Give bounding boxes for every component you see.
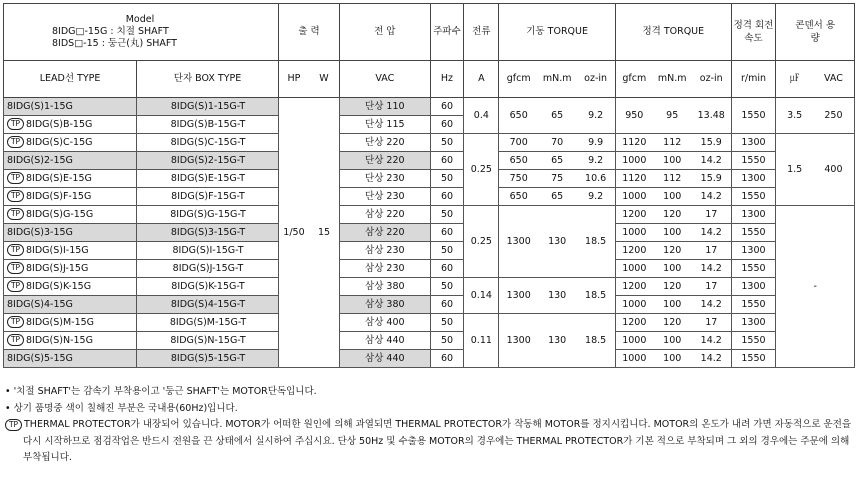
box-type-cell: 8IDG(S)B-15G-T xyxy=(137,116,279,134)
start-gfcm-cell: 750 xyxy=(499,170,538,188)
cap-vac-unit: VAC xyxy=(813,61,855,98)
tp-mark: TP xyxy=(7,208,24,220)
lead-type-header: LEAD선 TYPE xyxy=(4,61,137,98)
lead-type-label: 8IDG(S)1-15G xyxy=(7,100,73,112)
lead-type-cell xyxy=(4,134,137,152)
table-row xyxy=(4,134,855,152)
frequency-cell: 50 xyxy=(430,314,464,332)
frequency-cell: 60 xyxy=(430,224,464,242)
note-thermal-line1: THERMAL PROTECTOR가 내장되어 있습니다. MOTOR가 어떠한 원인에 의해 과열되면 THERMAL PROTECTOR가 작동해 MOTOR를 정지시킵니다. MOTOR의 온도가 내려 가면 자동적으로 운전을 xyxy=(24,419,852,430)
note-shaft: • '치절 SHAFT'는 감속기 부착용이고 '둥근 SHAFT'는 MOTOR단독입니다. xyxy=(5,386,317,397)
rated-mnm-cell: 112 xyxy=(653,170,692,188)
rated-speed-header: 정격 회전속도 xyxy=(731,4,776,61)
table-row xyxy=(4,188,855,206)
tp-mark: TP xyxy=(7,244,24,256)
rated-gfcm-cell: 1200 xyxy=(616,278,653,296)
note-domestic: • 상기 품명중 색이 칠해진 부분은 국내용(60Hz)입니다. xyxy=(5,402,238,414)
start-ozin-cell: 18.5 xyxy=(576,314,615,368)
voltage-cell: 삼상 230 xyxy=(340,260,431,278)
note-thermal-line3: 부착됩니다. xyxy=(23,452,72,463)
rated-ozin-cell: 17 xyxy=(692,206,731,224)
rated-ozin-cell: 14.2 xyxy=(692,260,731,278)
frequency-cell: 60 xyxy=(430,350,464,368)
table-row xyxy=(4,206,855,224)
tp-mark: TP xyxy=(7,190,24,202)
lead-type-cell xyxy=(4,296,137,314)
start-ozin-unit: oz-in xyxy=(576,61,615,98)
hp-unit: HP xyxy=(278,61,309,98)
rated-mnm-cell: 120 xyxy=(653,242,692,260)
rated-speed-cell: 1550 xyxy=(731,332,776,350)
rpm-unit: r/min xyxy=(731,61,776,98)
table-row xyxy=(4,314,855,332)
lead-type-cell xyxy=(4,332,137,350)
table-row xyxy=(4,224,855,242)
start-mnm-cell: 65 xyxy=(538,152,576,170)
rated-speed-cell: 1300 xyxy=(731,170,776,188)
capacitor-uf-cell: 3.5 xyxy=(776,98,813,134)
lead-type-cell xyxy=(4,170,137,188)
rated-gfcm-cell: 1000 xyxy=(616,224,653,242)
start-gfcm-cell: 1300 xyxy=(499,314,538,368)
rated-speed-cell: 1300 xyxy=(731,242,776,260)
tp-mark: TP xyxy=(7,280,24,292)
lead-type-cell xyxy=(4,188,137,206)
rated-gfcm-cell: 1200 xyxy=(616,242,653,260)
box-type-cell: 8IDG(S)C-15G-T xyxy=(137,134,279,152)
model-line-s: 8IDS□-15 : 둥근(丸) SHAFT xyxy=(52,38,177,49)
start-gfcm-cell: 650 xyxy=(499,152,538,170)
start-ozin-cell: 10.6 xyxy=(576,170,615,188)
lead-type-cell xyxy=(4,116,137,134)
tp-mark: TP xyxy=(7,316,24,328)
rated-ozin-cell: 14.2 xyxy=(692,188,731,206)
current-header: 전류 xyxy=(464,4,499,61)
start-gfcm-cell: 700 xyxy=(499,134,538,152)
frequency-header: 주파수 xyxy=(430,4,464,61)
table-row xyxy=(4,170,855,188)
voltage-cell: 단상 110 xyxy=(340,98,431,116)
spec-table xyxy=(3,3,855,368)
voltage-cell: 삼상 230 xyxy=(340,242,431,260)
lead-type-cell xyxy=(4,350,137,368)
current-cell: 0.14 xyxy=(464,278,499,314)
rated-mnm-cell: 112 xyxy=(653,134,692,152)
vac-unit: VAC xyxy=(340,61,431,98)
start-gfcm-cell: 1300 xyxy=(499,206,538,278)
rated-gfcm-cell: 1000 xyxy=(616,332,653,350)
start-mnm-cell: 65 xyxy=(538,98,576,134)
rated-mnm-cell: 100 xyxy=(653,260,692,278)
rated-gfcm-cell: 1000 xyxy=(616,296,653,314)
voltage-cell: 단상 220 xyxy=(340,152,431,170)
box-type-cell: 8IDG(S)N-15G-T xyxy=(137,332,279,350)
start-mnm-unit: mN.m xyxy=(538,61,576,98)
rated-ozin-cell: 14.2 xyxy=(692,296,731,314)
rated-speed-cell: 1300 xyxy=(731,134,776,152)
table-row xyxy=(4,332,855,350)
rated-ozin-cell: 14.2 xyxy=(692,332,731,350)
current-cell: 0.25 xyxy=(464,134,499,206)
start-ozin-cell: 9.9 xyxy=(576,134,615,152)
rated-gfcm-unit: gfcm xyxy=(616,61,653,98)
rated-mnm-cell: 120 xyxy=(653,278,692,296)
frequency-cell: 60 xyxy=(430,188,464,206)
rated-speed-cell: 1550 xyxy=(731,350,776,368)
table-row xyxy=(4,242,855,260)
table-row xyxy=(4,278,855,296)
output-hp-cell: 1/50 xyxy=(278,98,309,368)
rated-ozin-cell: 17 xyxy=(692,242,731,260)
frequency-cell: 60 xyxy=(430,260,464,278)
lead-type-label: 8IDG(S)I-15G xyxy=(26,244,89,256)
box-type-cell: 8IDG(S)F-15G-T xyxy=(137,188,279,206)
capacitor-dash-cell: - xyxy=(776,206,855,368)
rated-mnm-cell: 120 xyxy=(653,314,692,332)
frequency-cell: 50 xyxy=(430,206,464,224)
voltage-cell: 삼상 440 xyxy=(340,332,431,350)
tp-mark: TP xyxy=(7,118,24,130)
box-type-cell: 8IDG(S)2-15G-T xyxy=(137,152,279,170)
note-thermal-line2: 다시 시작하므로 점검작업은 반드시 전원을 끈 상태에서 실시하여 주십시요. 단상 50Hz 및 수출용 MOTOR의 경우에는 THERMAL PROTECTOR가 기본 적으로 부착되며 그 외의 경우에는 주문에 의해 xyxy=(23,435,850,447)
lead-type-cell xyxy=(4,152,137,170)
start-ozin-cell: 9.2 xyxy=(576,152,615,170)
voltage-cell: 삼상 400 xyxy=(340,314,431,332)
rated-mnm-cell: 100 xyxy=(653,152,692,170)
rated-gfcm-cell: 1000 xyxy=(616,350,653,368)
start-ozin-cell: 18.5 xyxy=(576,278,615,314)
voltage-cell: 단상 230 xyxy=(340,170,431,188)
rated-ozin-cell: 17 xyxy=(692,278,731,296)
start-mnm-cell: 75 xyxy=(538,170,576,188)
lead-type-label: 8IDG(S)J-15G xyxy=(26,262,89,274)
rated-speed-cell: 1550 xyxy=(731,224,776,242)
frequency-cell: 60 xyxy=(430,296,464,314)
lead-type-cell xyxy=(4,224,137,242)
rated-ozin-cell: 14.2 xyxy=(692,152,731,170)
start-torque-header: 기동 TORQUE xyxy=(499,4,616,61)
lead-type-label: 8IDG(S)2-15G xyxy=(7,154,73,166)
output-header: 출 력 xyxy=(278,4,339,61)
rated-speed-cell: 1300 xyxy=(731,206,776,224)
rated-speed-cell: 1550 xyxy=(731,98,776,134)
rated-ozin-unit: oz-in xyxy=(692,61,731,98)
w-unit: W xyxy=(309,61,340,98)
rated-ozin-cell: 14.2 xyxy=(692,350,731,368)
box-type-cell: 8IDG(S)J-15G-T xyxy=(137,260,279,278)
frequency-cell: 50 xyxy=(430,242,464,260)
start-ozin-cell: 9.2 xyxy=(576,98,615,134)
lead-type-cell xyxy=(4,260,137,278)
capacitor-uf-cell: 1.5 xyxy=(776,134,813,206)
table-row xyxy=(4,350,855,368)
lead-type-label: 8IDG(S)E-15G xyxy=(26,172,92,184)
frequency-cell: 60 xyxy=(430,116,464,134)
voltage-cell: 단상 115 xyxy=(340,116,431,134)
box-type-header: 단자 BOX TYPE xyxy=(137,61,279,98)
frequency-cell: 50 xyxy=(430,170,464,188)
lead-type-label: 8IDG(S)M-15G xyxy=(26,316,95,328)
current-cell: 0.25 xyxy=(464,206,499,278)
rated-mnm-cell: 100 xyxy=(653,296,692,314)
rated-speed-cell: 1550 xyxy=(731,296,776,314)
table-row xyxy=(4,98,855,116)
rated-gfcm-cell: 1120 xyxy=(616,134,653,152)
box-type-cell: 8IDG(S)K-15G-T xyxy=(137,278,279,296)
rated-speed-cell: 1550 xyxy=(731,260,776,278)
rated-mnm-unit: mN.m xyxy=(653,61,692,98)
lead-type-label: 8IDG(S)4-15G xyxy=(7,298,73,310)
model-header xyxy=(4,4,279,61)
voltage-header: 전 압 xyxy=(340,4,431,61)
lead-type-cell xyxy=(4,242,137,260)
box-type-cell: 8IDG(S)E-15G-T xyxy=(137,170,279,188)
notes xyxy=(5,384,853,467)
start-mnm-cell: 70 xyxy=(538,134,576,152)
box-type-cell: 8IDG(S)3-15G-T xyxy=(137,224,279,242)
lead-type-label: 8IDG(S)B-15G xyxy=(26,118,93,130)
rated-mnm-cell: 100 xyxy=(653,188,692,206)
start-ozin-cell: 9.2 xyxy=(576,188,615,206)
lead-type-label: 8IDG(S)N-15G xyxy=(26,334,93,346)
box-type-cell: 8IDG(S)M-15G-T xyxy=(137,314,279,332)
lead-type-label: 8IDG(S)F-15G xyxy=(26,190,92,202)
rated-gfcm-cell: 1000 xyxy=(616,152,653,170)
box-type-cell: 8IDG(S)G-15G-T xyxy=(137,206,279,224)
capacitor-header: 콘덴서 용량 xyxy=(776,4,855,61)
lead-type-label: 8IDG(S)K-15G xyxy=(26,280,92,292)
rated-gfcm-cell: 1000 xyxy=(616,260,653,278)
tp-mark: TP xyxy=(5,419,22,431)
lead-type-label: 8IDG(S)3-15G xyxy=(7,226,73,238)
hz-unit: Hz xyxy=(430,61,464,98)
uf-unit: ㎌ xyxy=(776,61,813,98)
start-gfcm-cell: 650 xyxy=(499,98,538,134)
rated-speed-cell: 1300 xyxy=(731,278,776,296)
voltage-cell: 삼상 380 xyxy=(340,296,431,314)
voltage-cell: 단상 220 xyxy=(340,134,431,152)
voltage-cell: 삼상 440 xyxy=(340,350,431,368)
rated-mnm-cell: 100 xyxy=(653,332,692,350)
voltage-cell: 단상 230 xyxy=(340,188,431,206)
lead-type-cell xyxy=(4,206,137,224)
rated-mnm-cell: 120 xyxy=(653,206,692,224)
model-title: Model xyxy=(125,14,155,25)
rated-torque-header: 정격 TORQUE xyxy=(616,4,732,61)
start-mnm-cell: 65 xyxy=(538,188,576,206)
tp-mark: TP xyxy=(7,334,24,346)
rated-mnm-cell: 95 xyxy=(653,98,692,134)
start-gfcm-cell: 1300 xyxy=(499,278,538,314)
rated-ozin-cell: 15.9 xyxy=(692,134,731,152)
rated-ozin-cell: 13.48 xyxy=(692,98,731,134)
voltage-cell: 삼상 380 xyxy=(340,278,431,296)
voltage-cell: 삼상 220 xyxy=(340,206,431,224)
note-thermal xyxy=(5,417,853,434)
rated-gfcm-cell: 1000 xyxy=(616,188,653,206)
frequency-cell: 60 xyxy=(430,98,464,116)
start-mnm-cell: 130 xyxy=(538,278,576,314)
rated-gfcm-cell: 1200 xyxy=(616,206,653,224)
rated-gfcm-cell: 950 xyxy=(616,98,653,134)
rated-speed-cell: 1550 xyxy=(731,188,776,206)
box-type-cell: 8IDG(S)1-15G-T xyxy=(137,98,279,116)
amp-unit: A xyxy=(464,61,499,98)
capacitor-vac-cell: 400 xyxy=(813,134,855,206)
tp-mark: TP xyxy=(7,172,24,184)
rated-mnm-cell: 100 xyxy=(653,224,692,242)
table-row xyxy=(4,260,855,278)
rated-speed-cell: 1550 xyxy=(731,152,776,170)
frequency-cell: 50 xyxy=(430,332,464,350)
start-mnm-cell: 130 xyxy=(538,314,576,368)
box-type-cell: 8IDG(S)I-15G-T xyxy=(137,242,279,260)
output-w-cell: 15 xyxy=(309,98,340,368)
start-ozin-cell: 18.5 xyxy=(576,206,615,278)
rated-gfcm-cell: 1120 xyxy=(616,170,653,188)
lead-type-cell xyxy=(4,98,137,116)
spec-table-body xyxy=(4,98,855,368)
capacitor-vac-cell: 250 xyxy=(813,98,855,134)
lead-type-cell xyxy=(4,278,137,296)
lead-type-label: 8IDG(S)G-15G xyxy=(26,208,94,220)
frequency-cell: 50 xyxy=(430,278,464,296)
rated-mnm-cell: 100 xyxy=(653,350,692,368)
tp-mark: TP xyxy=(7,262,24,274)
rated-speed-cell: 1300 xyxy=(731,314,776,332)
frequency-cell: 60 xyxy=(430,152,464,170)
model-line-g: 8IDG□-15G : 치절 SHAFT xyxy=(52,26,169,37)
start-gfcm-unit: gfcm xyxy=(499,61,538,98)
box-type-cell: 8IDG(S)4-15G-T xyxy=(137,296,279,314)
voltage-cell: 삼상 220 xyxy=(340,224,431,242)
rated-ozin-cell: 17 xyxy=(692,314,731,332)
current-cell: 0.11 xyxy=(464,314,499,368)
start-gfcm-cell: 650 xyxy=(499,188,538,206)
lead-type-cell xyxy=(4,314,137,332)
tp-mark: TP xyxy=(7,136,24,148)
rated-ozin-cell: 14.2 xyxy=(692,224,731,242)
rated-gfcm-cell: 1200 xyxy=(616,314,653,332)
lead-type-label: 8IDG(S)5-15G xyxy=(7,352,73,364)
frequency-cell: 50 xyxy=(430,134,464,152)
rated-ozin-cell: 15.9 xyxy=(692,170,731,188)
start-mnm-cell: 130 xyxy=(538,206,576,278)
table-row xyxy=(4,152,855,170)
box-type-cell: 8IDG(S)5-15G-T xyxy=(137,350,279,368)
current-cell: 0.4 xyxy=(464,98,499,134)
lead-type-label: 8IDG(S)C-15G xyxy=(26,136,93,148)
table-row xyxy=(4,296,855,314)
